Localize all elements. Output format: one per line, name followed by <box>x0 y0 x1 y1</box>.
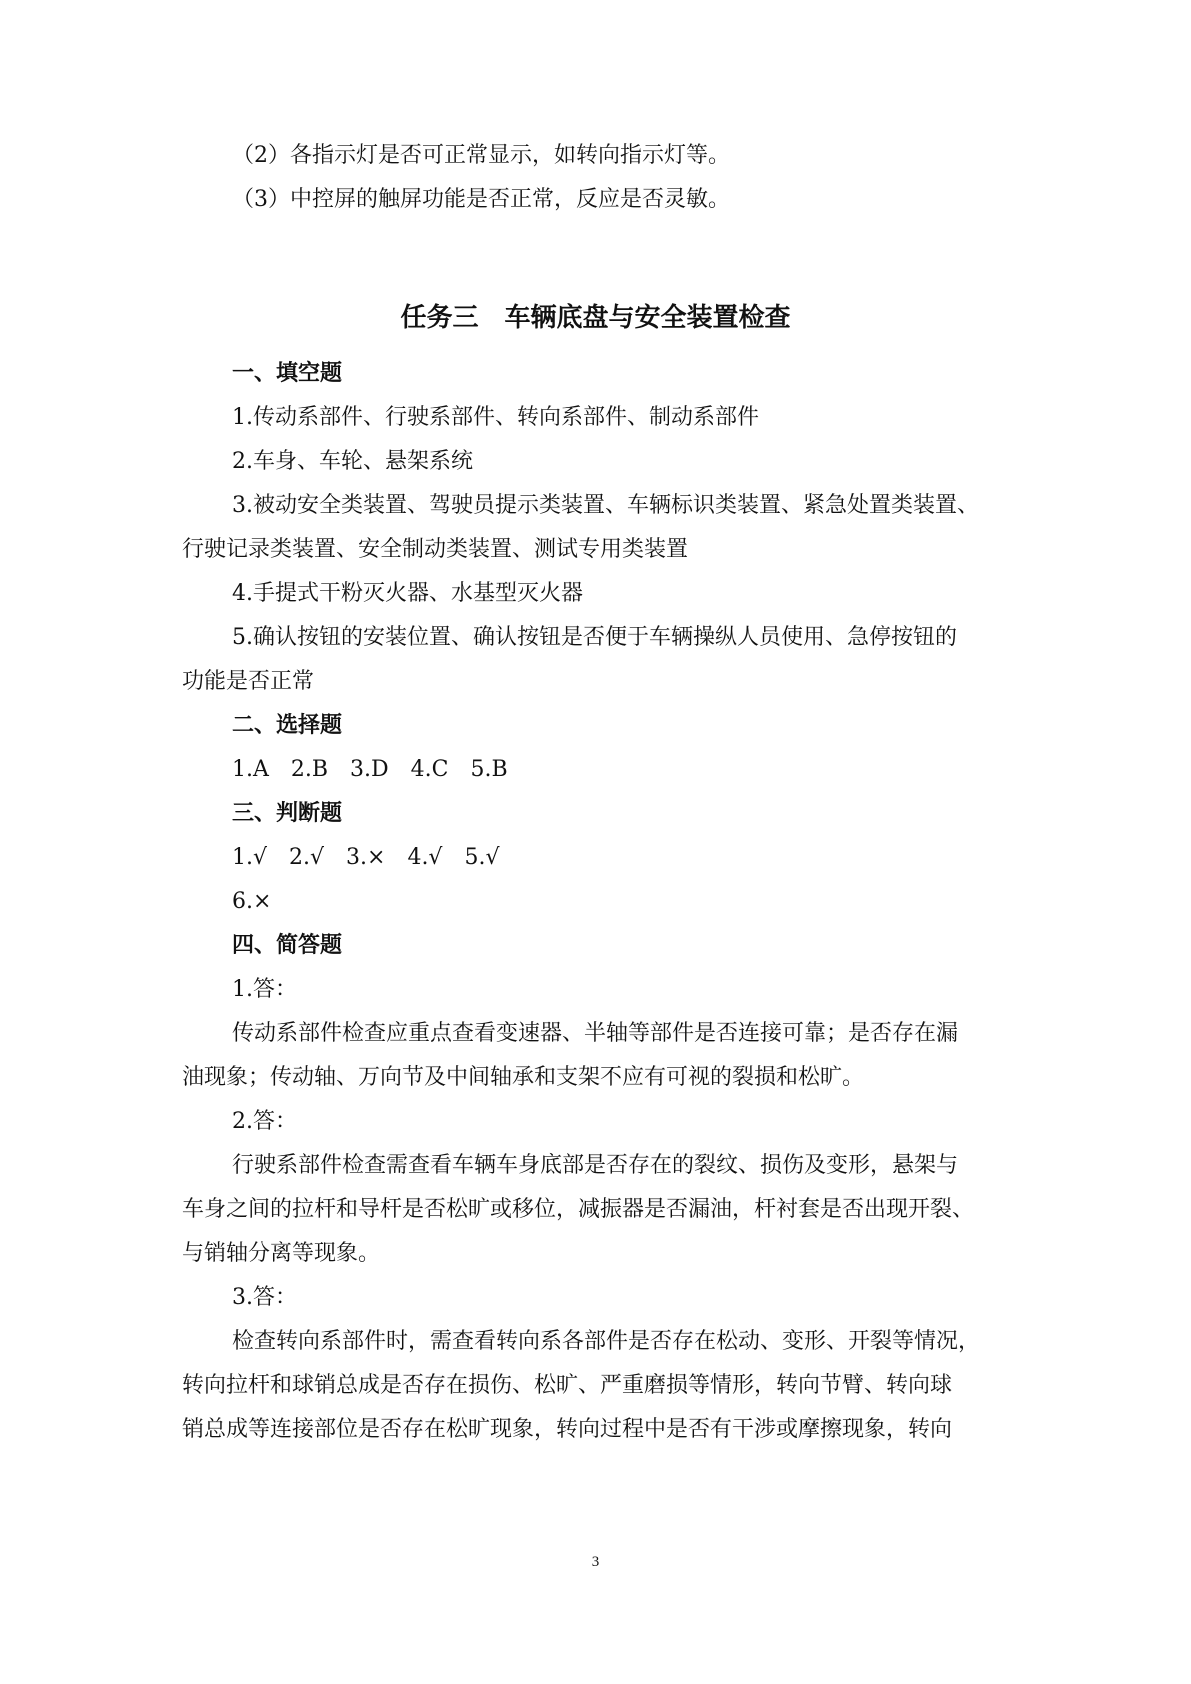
short-answer-q3-line-3: 销总成等连接部位是否存在松旷现象，转向过程中是否有干涉或摩擦现象，转向 <box>182 1417 953 1442</box>
page-number: 3 <box>591 1554 600 1570</box>
intro-item-3: （3）中控屏的触屏功能是否正常，反应是否灵敏。 <box>232 187 730 212</box>
section-heading-fill-blank: 一、填空题 <box>232 361 343 386</box>
judgment-answers-row-1: 1.√ 2.√ 3.× 4.√ 5.√ <box>232 845 500 870</box>
short-answer-q1-line-1: 传动系部件检查应重点查看变速器、半轴等部件是否连接可靠；是否存在漏 <box>232 1021 959 1046</box>
fill-blank-answer-1: 1.传动系部件、行驶系部件、转向系部件、制动系部件 <box>232 405 759 430</box>
short-answer-q2-label: 2.答： <box>232 1109 297 1134</box>
fill-blank-answer-5-line-2: 功能是否正常 <box>182 669 315 694</box>
short-answer-q3-line-2: 转向拉杆和球销总成是否存在损伤、松旷、严重磨损等情形，转向节臂、转向球 <box>182 1373 953 1398</box>
fill-blank-answer-5-line-1: 5.确认按钮的安装位置、确认按钮是否便于车辆操纵人员使用、急停按钮的 <box>232 625 957 650</box>
intro-item-2: （2）各指示灯是否可正常显示，如转向指示灯等。 <box>232 143 730 168</box>
short-answer-q1-line-2: 油现象；传动轴、万向节及中间轴承和支架不应有可视的裂损和松旷。 <box>182 1065 865 1090</box>
short-answer-q2-line-3: 与销轴分离等现象。 <box>182 1241 381 1266</box>
short-answer-q2-line-1: 行驶系部件检查需查看车辆车身底部是否存在的裂纹、损伤及变形，悬架与 <box>232 1153 959 1178</box>
choice-answers: 1.A 2.B 3.D 4.C 5.B <box>232 757 508 782</box>
task-title: 任务三 车辆底盘与安全装置检查 <box>400 303 791 333</box>
section-heading-judgment: 三、判断题 <box>232 801 343 826</box>
fill-blank-answer-3-text: 3.被动安全类装置、驾驶员提示类装置、车辆标识类装置、紧急处置类装置、 <box>232 493 979 518</box>
section-heading-choice: 二、选择题 <box>232 713 343 738</box>
short-answer-q2-line-2: 车身之间的拉杆和导杆是否松旷或移位，减振器是否漏油，杆衬套是否出现开裂、 <box>182 1197 975 1222</box>
short-answer-q3-line-1: 检查转向系部件时，需查看转向系各部件是否存在松动、变形、开裂等情况， <box>232 1329 981 1354</box>
short-answer-q3-label: 3.答： <box>232 1285 297 1310</box>
short-answer-q1-label: 1.答： <box>232 977 297 1002</box>
judgment-answers-row-2: 6.× <box>232 889 272 914</box>
fill-blank-answer-3-line-1 <box>232 490 1017 522</box>
fill-blank-answer-4: 4.手提式干粉灭火器、水基型灭火器 <box>232 581 583 606</box>
fill-blank-answer-3-line-2: 行驶记录类装置、安全制动类装置、测试专用类装置 <box>182 537 689 562</box>
fill-blank-answer-2: 2.车身、车轮、悬架系统 <box>232 449 473 474</box>
section-heading-short-answer: 四、简答题 <box>232 933 343 958</box>
